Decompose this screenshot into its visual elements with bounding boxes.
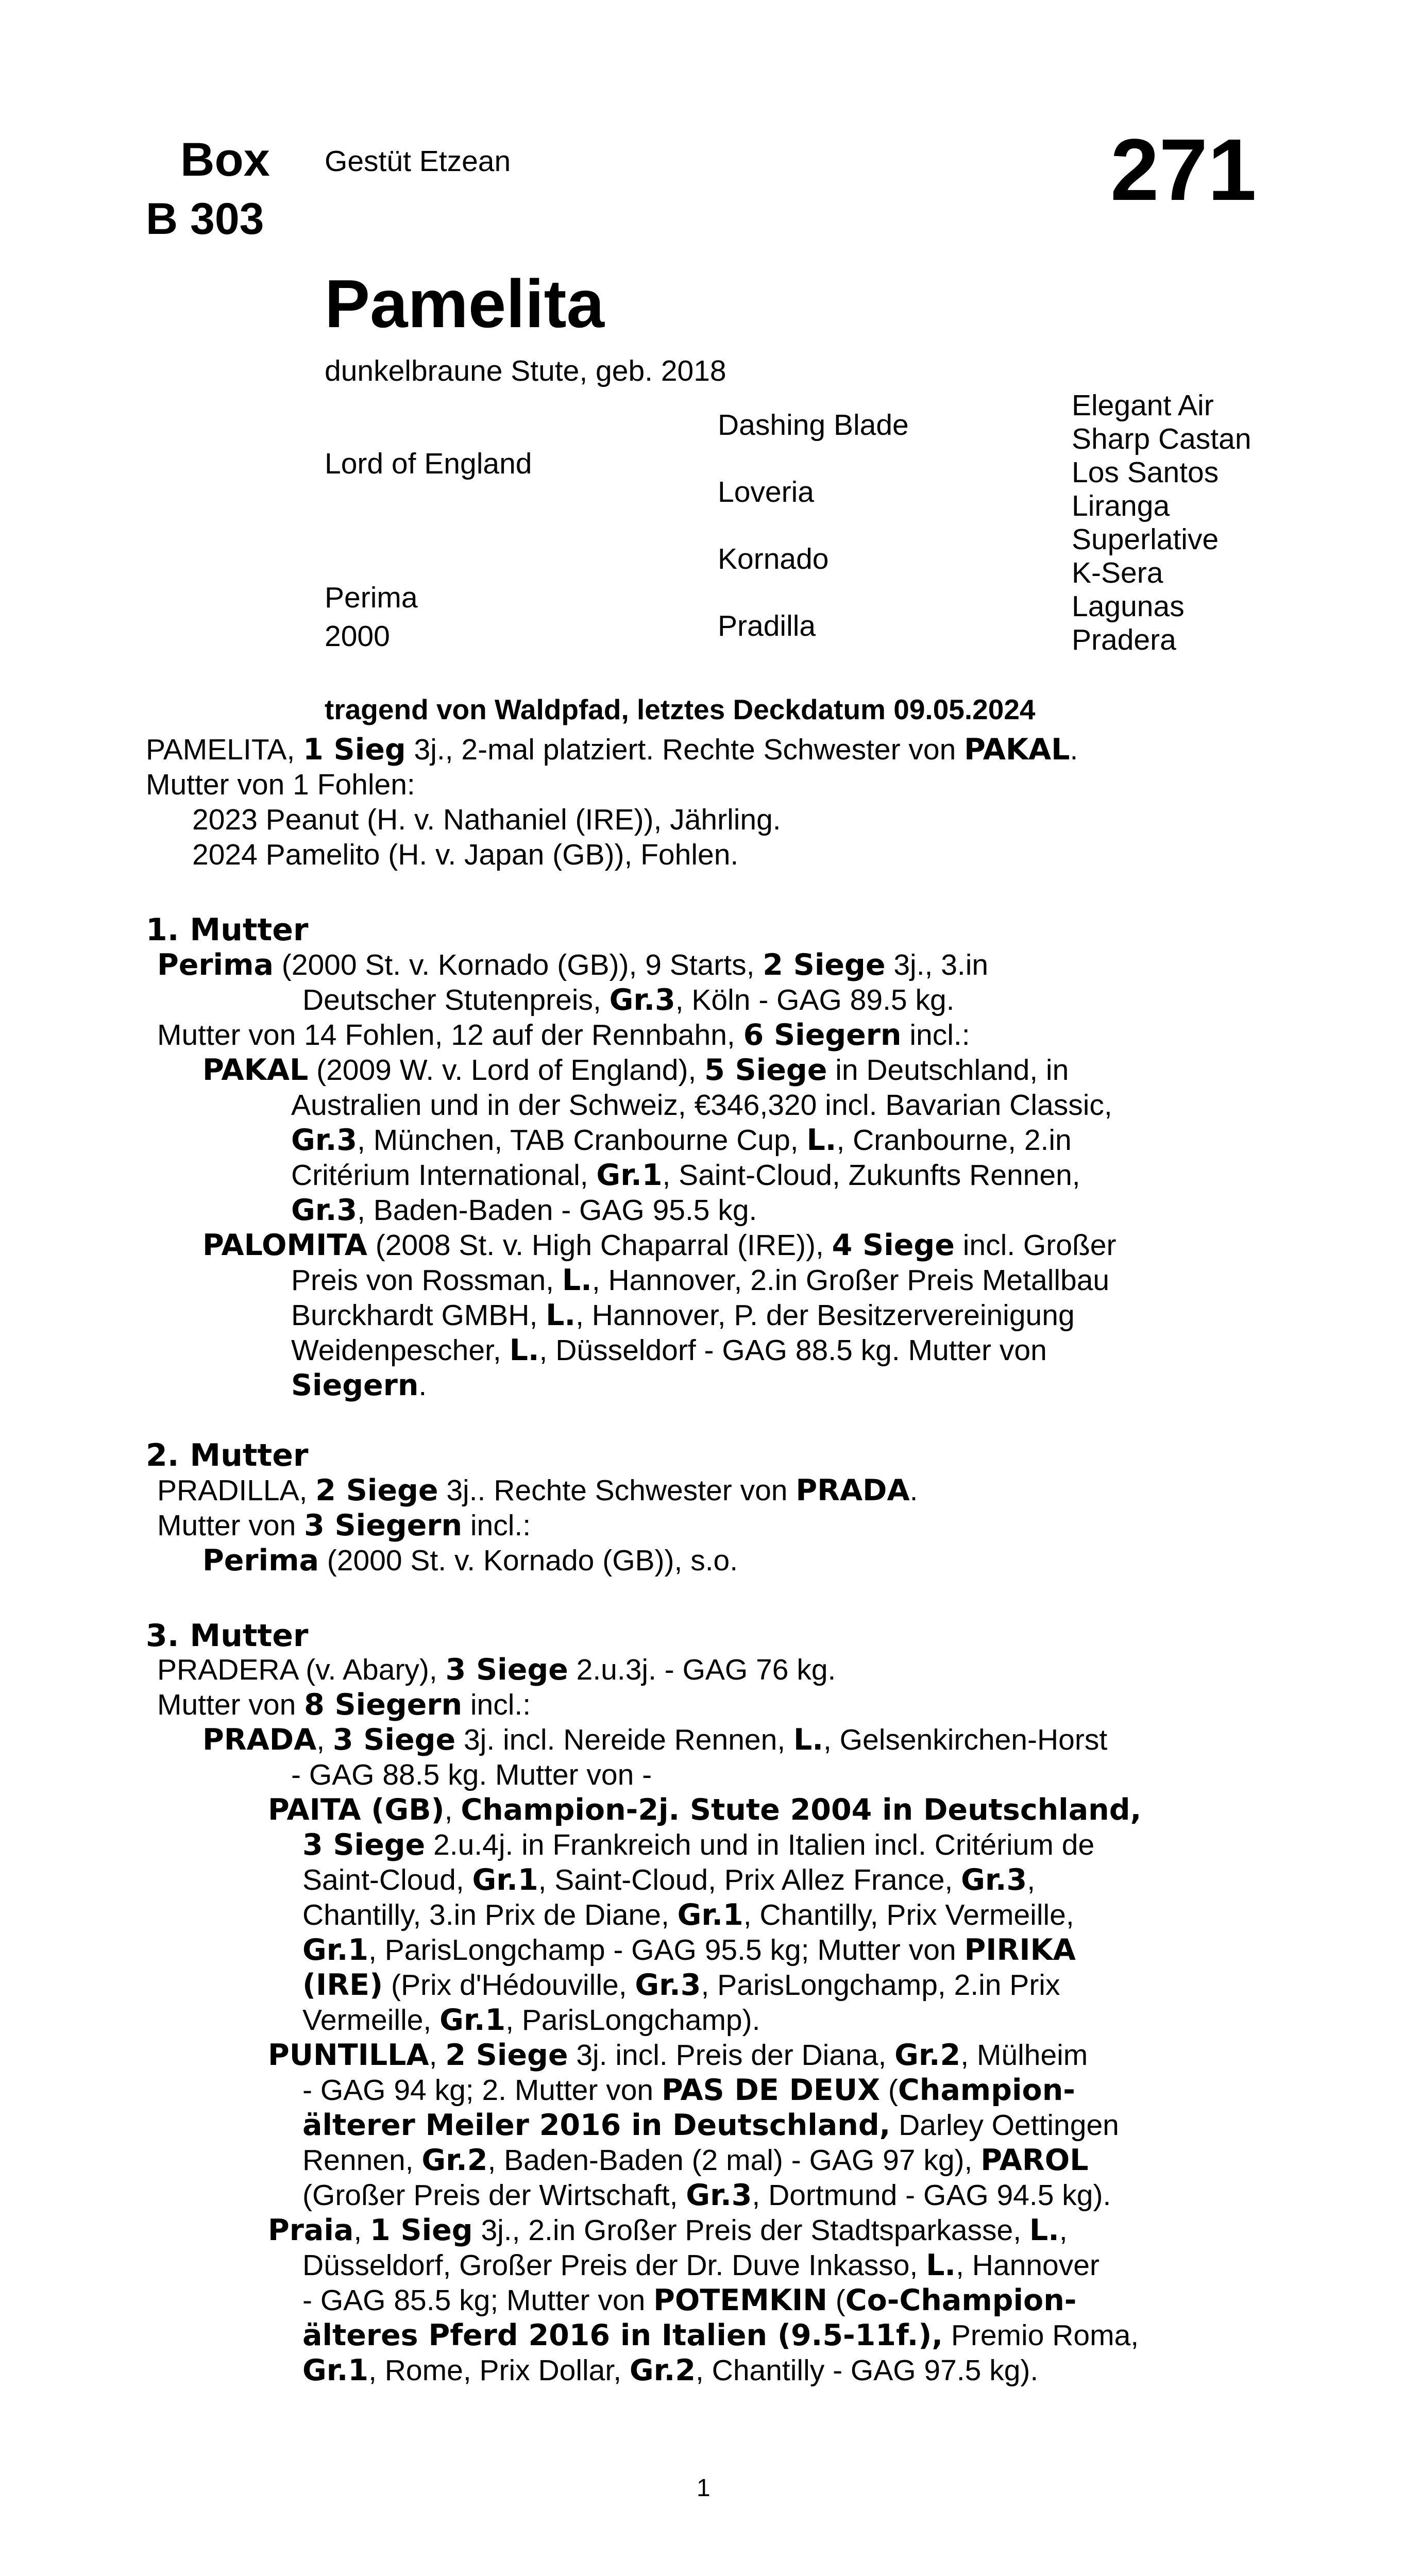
m2-l1-wins: 2 Siege [315, 1473, 438, 1507]
m1-l1-wins: 2 Siege [763, 948, 886, 982]
m1-palomita: PALOMITA [202, 1228, 367, 1262]
m3-parol: PAROL [980, 2143, 1089, 2177]
m3-b5-grade: Gr.1 [302, 1933, 369, 1967]
m1-p4-grade: Gr.1 [596, 1158, 663, 1192]
m3-c5-text: (Großer Preis der Wirtschaft, [302, 2179, 686, 2212]
m3-c4-text2: , Baden-Baden (2 mal) - GAG 97 kg), [487, 2144, 981, 2177]
m2-l2-winners: 3 Siegern [304, 1509, 463, 1543]
m2-l1-prada: PRADA [796, 1473, 910, 1507]
m3-potemkin: POTEMKIN [653, 2283, 827, 2317]
mutter2-section [0, 1472, 1404, 1581]
m2-perima: Perima [202, 1544, 319, 1578]
m3-d1-end: , [1059, 2214, 1068, 2247]
m3-d5-grade2: Gr.2 [629, 2353, 696, 2387]
m1-l2-tail: , Köln - GAG 89.5 kg. [675, 984, 955, 1016]
mutter1-section [0, 947, 1404, 1436]
m1-q1-text: (2008 St. v. High Chaparral (IRE)), [367, 1229, 832, 1262]
pedigree-dam: Perima [325, 581, 418, 614]
page-number: 1 [697, 2475, 711, 2502]
m3-b3-grade2: Gr.3 [961, 1863, 1027, 1897]
pedigree-g3-6: K-Sera [1072, 556, 1163, 589]
m3-d1-sep: , [353, 2214, 370, 2247]
m3-b5-text: , ParisLongchamp - GAG 95.5 kg; Mutter von [368, 1934, 965, 1967]
m3-d1-listed: L. [1029, 2213, 1059, 2247]
m2-l3-tail: (2000 St. v. Kornado (GB)), s.o. [318, 1544, 738, 1577]
m1-q5-winners: Siegern [291, 1368, 419, 1402]
m3-c2-champion: Champion- [898, 2073, 1075, 2107]
m1-q4-text: Weidenpescher, [291, 1334, 510, 1367]
m3-d4-text: Premio Roma, [943, 2319, 1139, 2352]
intro-foals-header: Mutter von 1 Fohlen: [146, 768, 415, 801]
m3-pas-de-deux: PAS DE DEUX [661, 2073, 881, 2107]
pedigree-g3-8: Pradera [1072, 623, 1176, 656]
m1-p1-tail: in Deutschland, in [827, 1054, 1069, 1087]
pedigree-dam-sire: Kornado [718, 543, 829, 575]
m3-c1-wins: 2 Siege [445, 2038, 568, 2072]
m1-p5-text: , Baden-Baden - GAG 95.5 kg. [357, 1194, 757, 1227]
m3-b3-end: , [1027, 1863, 1036, 1896]
pedigree-dam-dam: Pradilla [718, 609, 816, 642]
m3-c4-text: Rennen, [302, 2144, 422, 2177]
m1-l3-winners: 6 Siegern [743, 1018, 902, 1052]
m1-p3-tail: , Cranbourne, 2.in [836, 1124, 1072, 1157]
m3-d3-champion: Co-Champion- [845, 2283, 1077, 2317]
m1-l3-tail: incl.: [901, 1019, 970, 1052]
m3-b6-tail: , ParisLongchamp, 2.in Prix [701, 1969, 1060, 2002]
pedigree-sire-sire: Dashing Blade [718, 409, 909, 442]
m1-q4-tail: , Düsseldorf - GAG 88.5 kg. Mutter von [539, 1334, 1047, 1367]
m1-l1-tail: 3j., 3.in [885, 948, 989, 981]
m3-c2-text: - GAG 94 kg; 2. Mutter von [302, 2074, 662, 2107]
m1-p3-text: , München, TAB Cranbourne Cup, [357, 1124, 807, 1157]
m3-d3-paren: ( [827, 2284, 845, 2317]
m1-q3-tail: , Hannover, P. der Besitzervereinigung [576, 1299, 1075, 1332]
m1-p5-grade: Gr.3 [291, 1193, 358, 1227]
m3-c5-grade: Gr.3 [686, 2178, 752, 2212]
m3-a2: - GAG 88.5 kg. Mutter von - [291, 1758, 652, 1791]
mutter3-section [0, 1652, 1404, 2425]
m3-d3-text: - GAG 85.5 kg; Mutter von [302, 2284, 654, 2317]
m2-l1-name: PRADILLA, [157, 1474, 316, 1507]
m3-paita: PAITA (GB) [268, 1793, 445, 1827]
m1-q2-listed: L. [562, 1263, 592, 1297]
horse-name: Pamelita [325, 266, 604, 342]
intro-sibling: PAKAL [964, 733, 1070, 767]
m1-q2-tail: , Hannover, 2.in Großer Preis Metallbau [591, 1264, 1110, 1297]
m1-p2: Australien und in der Schweiz, €346,320 incl. Bavarian Classic, [291, 1089, 1112, 1122]
m2-l1-text: 3j.. Rechte Schwester von [438, 1474, 796, 1507]
pedigree-sire: Lord of England [325, 447, 532, 480]
m3-prada: PRADA [202, 1723, 317, 1757]
pedigree-g3-3: Los Santos [1072, 456, 1219, 489]
m3-d2-listed: L. [926, 2248, 956, 2282]
m3-c1-text: 3j. incl. Preis der Diana, [568, 2039, 895, 2072]
m3-d1-wins: 1 Sieg [370, 2213, 473, 2247]
intro-end: . [1070, 733, 1078, 766]
m2-l1-end: . [909, 1474, 918, 1507]
m1-p4-tail: , Saint-Cloud, Zukunfts Rennen, [662, 1159, 1080, 1192]
m3-c3-champion: älterer Meiler 2016 in Deutschland, [302, 2108, 891, 2142]
mutter3-heading: 3. Mutter [146, 1618, 309, 1654]
m3-b3-text: Saint-Cloud, [302, 1863, 472, 1896]
mutter1-heading: 1. Mutter [146, 912, 309, 948]
m3-pirika: PIRIKA [964, 1933, 1076, 1967]
pedigree-g3-1: Elegant Air [1072, 389, 1214, 422]
m3-b3-text2: , Saint-Cloud, Prix Allez France, [538, 1863, 961, 1896]
mutter2-heading: 2. Mutter [146, 1437, 309, 1473]
intro-section [146, 732, 1279, 891]
pedigree-sire-dam: Loveria [718, 476, 814, 509]
m3-l2-winners: 8 Siegern [304, 1688, 463, 1722]
m1-pakal: PAKAL [202, 1053, 309, 1087]
m1-q1-tail: incl. Großer [954, 1229, 1117, 1262]
intro-summary: 3j., 2-mal platziert. Rechte Schwester von [414, 733, 956, 766]
pedigree-dam-year: 2000 [325, 620, 390, 653]
m3-l1-tail: 2.u.3j. - GAG 76 kg. [568, 1653, 836, 1686]
m3-d1-text: 3j., 2.in Großer Preis der Stadtsparkasse, [472, 2214, 1029, 2247]
m3-b4-text: Chantilly, 3.in Prix de Diane, [302, 1899, 678, 1931]
box-number: B 303 [146, 194, 264, 244]
m3-d2-text: Düsseldorf, Großer Preis der Dr. Duve Inkasso, [302, 2249, 926, 2282]
m1-q2-text: Preis von Rossman, [291, 1264, 562, 1297]
m3-b2-wins: 3 Siege [302, 1828, 426, 1862]
m3-a1-tail: , Gelsenkirchen-Horst [823, 1723, 1108, 1756]
intro-foal-1: 2023 Peanut (H. v. Nathaniel (IRE)), Jährling. [192, 803, 781, 836]
m1-q1-wins: 4 Siege [832, 1228, 955, 1262]
covering-info: tragend von Waldpfad, letztes Deckdatum 09.05.2024 [325, 693, 1036, 725]
m1-p4-text: Critérium International, [291, 1159, 597, 1192]
m1-l2-grade: Gr.3 [609, 983, 675, 1017]
m3-d5-grade: Gr.1 [302, 2353, 369, 2387]
m1-p1-wins: 5 Siege [704, 1053, 827, 1087]
m3-b3-grade: Gr.1 [472, 1863, 538, 1897]
m3-c4-grade: Gr.2 [421, 2143, 488, 2177]
m3-b4-tail: , Chantilly, Prix Vermeille, [743, 1899, 1074, 1931]
m1-l2-text: Deutscher Stutenpreis, [302, 984, 610, 1016]
pedigree-g3-4: Liranga [1072, 489, 1170, 522]
horse-description: dunkelbraune Stute, geb. 2018 [325, 354, 726, 387]
m3-l2-tail: incl.: [462, 1688, 531, 1721]
m3-b6-ire: (IRE) [302, 1968, 383, 2002]
m1-perima: Perima [157, 948, 274, 982]
m3-b2-text: 2.u.4j. in Frankreich und in Italien incl. Critérium de [425, 1828, 1095, 1861]
m3-c1-tail: , Mülheim [960, 2039, 1088, 2072]
m3-b4-grade: Gr.1 [677, 1898, 743, 1932]
m3-c5-tail: , Dortmund - GAG 94.5 kg). [752, 2179, 1111, 2212]
m2-l2-tail: incl.: [462, 1509, 531, 1542]
m3-b6-grade: Gr.3 [635, 1968, 701, 2002]
m3-d5-tail: , Chantilly - GAG 97.5 kg). [695, 2354, 1039, 2387]
m1-q3-text: Burckhardt GMBH, [291, 1299, 546, 1332]
m3-a1-text: 3j. incl. Nereide Rennen, [455, 1723, 793, 1756]
box-label: Box [180, 133, 270, 186]
m3-d4-champion: älteres Pferd 2016 in Italien (9.5-11f.), [302, 2318, 943, 2352]
m1-p3-listed: L. [806, 1123, 837, 1157]
m3-b7-text: Vermeille, [302, 2004, 440, 2037]
m3-a1-sep: , [316, 1723, 333, 1756]
m3-praia: Praia [268, 2213, 354, 2247]
m1-p3-grade: Gr.3 [291, 1123, 358, 1157]
m3-l1-name: PRADERA (v. Abary), [157, 1653, 446, 1686]
m3-a1-wins: 3 Siege [332, 1723, 456, 1757]
m3-d2-tail: , Hannover [956, 2249, 1099, 2282]
m1-q5-tail: . [418, 1369, 427, 1402]
m3-b1-champion: Champion-2j. Stute 2004 in Deutschland, [461, 1793, 1142, 1827]
m3-c1-sep: , [429, 2039, 446, 2072]
pedigree-g3-7: Lagunas [1072, 590, 1185, 623]
m3-l2-text: Mutter von [157, 1688, 305, 1721]
lot-number: 271 [1110, 121, 1257, 219]
m1-q3-listed: L. [546, 1298, 576, 1332]
intro-foal-2: 2024 Pamelito (H. v. Japan (GB)), Fohlen. [192, 838, 739, 871]
m1-l3-text: Mutter von 14 Fohlen, 12 auf der Rennbahn, [157, 1019, 743, 1052]
m3-d5-text: , Rome, Prix Dollar, [368, 2354, 630, 2387]
pedigree-g3-5: Superlative [1072, 523, 1219, 556]
m3-c2-paren: ( [880, 2074, 898, 2107]
breeder: Gestüt Etzean [325, 145, 511, 178]
m1-p1-text: (2009 W. v. Lord of England), [308, 1054, 705, 1087]
m3-a1-listed: L. [793, 1723, 823, 1757]
m3-b1-sep: , [444, 1793, 461, 1826]
intro-name: PAMELITA, [146, 733, 295, 766]
m2-l2-text: Mutter von [157, 1509, 305, 1542]
pedigree-g3-2: Sharp Castan [1072, 422, 1251, 455]
m3-c1-grade: Gr.2 [894, 2038, 961, 2072]
m3-b7-tail: , ParisLongchamp). [505, 2004, 760, 2037]
m3-c3-text: Darley Oettingen [890, 2109, 1119, 2142]
intro-wins: 1 Sieg [303, 733, 406, 767]
m3-l1-wins: 3 Siege [445, 1653, 568, 1687]
m3-puntilla: PUNTILLA [268, 2038, 429, 2072]
m3-b6-text: (Prix d'Hédouville, [383, 1969, 635, 2002]
m1-l1-text: (2000 St. v. Kornado (GB)), 9 Starts, [273, 948, 763, 981]
m1-q4-listed: L. [509, 1333, 539, 1367]
m3-b7-grade: Gr.1 [439, 2003, 506, 2037]
